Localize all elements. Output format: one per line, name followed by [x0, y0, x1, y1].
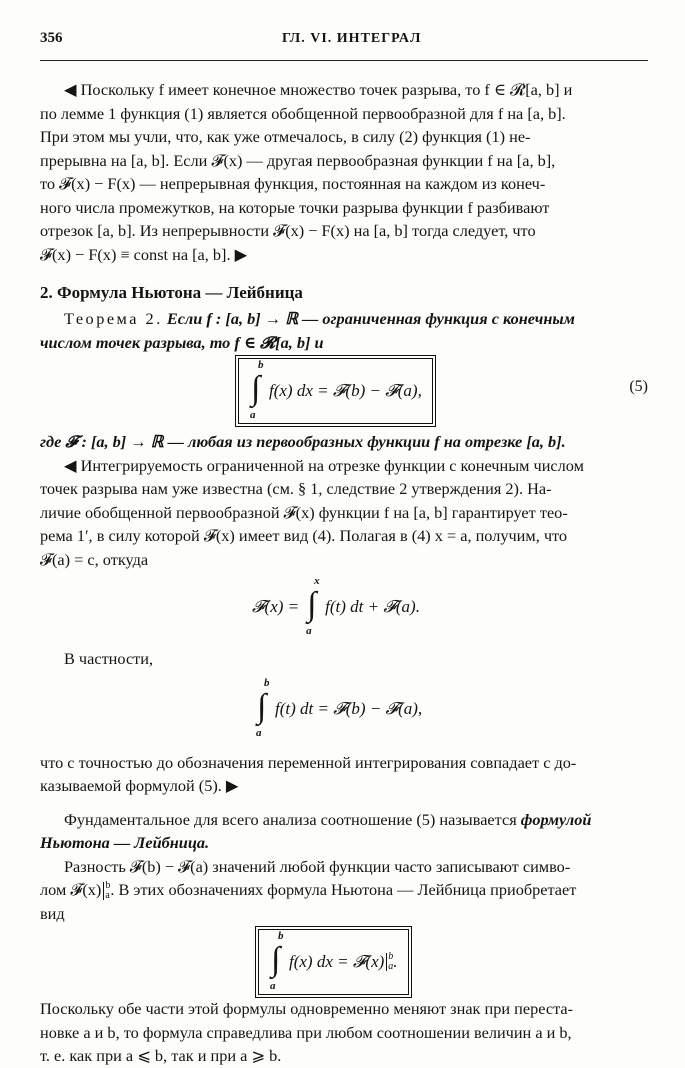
equation-antiderivative: 𝓕(x) = x ∫ a f(t) dt + 𝓕(a).: [252, 575, 420, 637]
proof-paragraph-1: [40, 78, 648, 266]
text-line: прерывна на [a, b]. Если 𝓕(x) — другая первообразная функции f на [a, b],: [40, 150, 556, 170]
text-line: новке a и b, то формула справедлива при любом соотношении величин a и b,: [40, 1022, 572, 1042]
chapter-title: ГЛ. VI. ИНТЕГРАЛ: [282, 31, 422, 46]
equation-particular: b ∫ a f(t) dt = 𝓕(b) − 𝓕(a),: [256, 676, 423, 739]
text-line: т. е. как при a ⩽ b, так и при a ⩾ b.: [40, 1046, 282, 1065]
equation-number: (5): [629, 378, 648, 395]
text-line: рема 1′, в силу которой 𝓕(x) имеет вид (4). Полагая в (4) x = a, получим, что: [40, 526, 568, 545]
section-heading: 2. Формула Ньютона — Лейбница: [40, 283, 303, 302]
text-line: ◀ Поскольку f имеет конечное множество точек разрыва, то f ∈ 𝓡[a, b] и: [64, 80, 573, 99]
text-line: 𝓕(a) = c, откуда: [40, 549, 149, 569]
text-line: по лемме 1 функция (1) является обобщенной первообразной для f на [a, b].: [40, 103, 566, 123]
proof-paragraph-2: [40, 454, 648, 572]
text-line: Поскольку обе части этой формулы одновременно меняют знак при переста-: [40, 999, 574, 1018]
integral-sign: b ∫ a: [250, 359, 264, 421]
theorem-label: Теорема 2.: [64, 309, 163, 328]
final-paragraph: [40, 997, 648, 1068]
theorem-text: Если f : [a, b] → ℝ — ограниченная функция с конечным: [166, 309, 575, 328]
integral-sign: b ∫ a: [256, 676, 270, 739]
running-header: [40, 30, 648, 61]
difference-paragraph: Разность 𝓕(b) − 𝓕(a) значений любой функции часто записывают симво- лом 𝓕(x) b a . В этих обозначениях формула Ньютона — Лейбница приобретает вид: [40, 856, 577, 923]
text-line: В частности,: [64, 649, 154, 668]
book-page: [40, 30, 648, 1068]
page-number: 356: [40, 30, 63, 46]
fundamental-paragraph: Фундаментальное для всего анализа соотношение (5) называется формулой Ньютона — Лейбница.: [40, 809, 592, 852]
equation-body: f(x) dx = 𝓕(b) − 𝓕(a),: [269, 381, 422, 400]
integral-sign: x ∫ a: [306, 575, 320, 637]
theorem-text: числом точек разрыва, то f ∈ 𝓡[a, b] и: [40, 332, 324, 352]
text-line: отрезок [a, b]. Из непрерывности 𝓕(x) − F(x) на [a, b] тогда следует, что: [40, 221, 536, 240]
text-line: ного числа промежутков, на которые точки разрыва функции f разбивают: [40, 197, 550, 217]
text-line: казываемой формулой (5). ▶: [40, 776, 239, 795]
text-line: ◀ Интегрируемость ограниченной на отрезке функции с конечным числом: [64, 455, 584, 475]
equation-newton-leibniz: b ∫ a f(x) dx = 𝓕(x) b a .: [40, 925, 648, 997]
conclusion-paragraph: [40, 751, 648, 798]
text-line: личие обобщенной первообразной 𝓕(x) функции f на [a, b] гарантирует тео-: [40, 502, 568, 522]
theorem-block: [40, 307, 648, 354]
text-line: что с точностью до обозначения переменной интегрирования совпадает с до-: [40, 752, 577, 772]
text-line: то 𝓕(x) − F(x) — непрерывная функция, постоянная на каждом из конеч-: [40, 174, 546, 193]
integral-sign: b ∫ a: [270, 930, 284, 992]
text-line: При этом мы учли, что, как уже отмечалось, в силу (2) функция (1) не-: [40, 127, 531, 146]
text-line: 𝓕(x) − F(x) ≡ const на [a, b]. ▶: [40, 244, 248, 264]
where-clause: где 𝓕 : [a, b] → ℝ — любая из первообразных функции f на отрезке [a, b].: [40, 432, 566, 451]
equation-5: [40, 354, 648, 424]
text-line: точек разрыва нам уже известна (см. § 1, следствие 2 утверждения 2). На-: [40, 479, 552, 498]
